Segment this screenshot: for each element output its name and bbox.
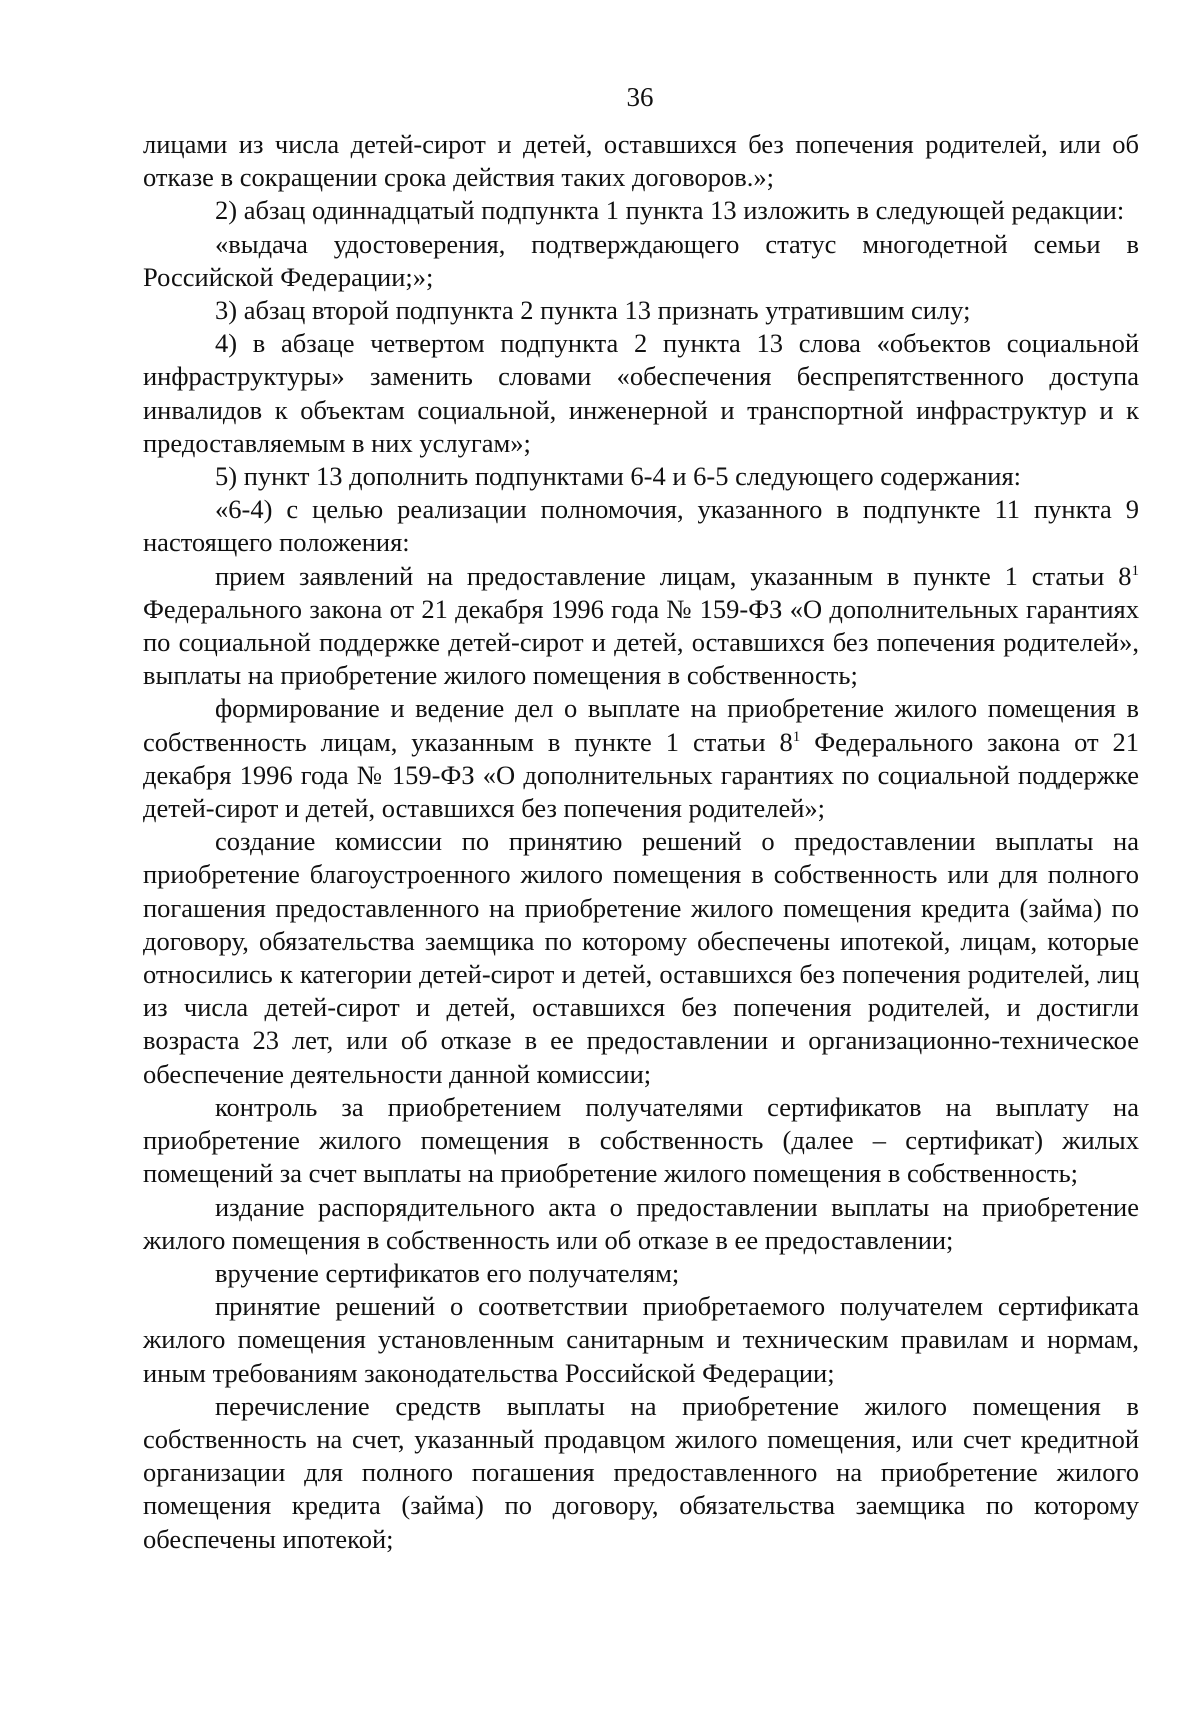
paragraph-order-issuance: издание распорядительного акта о предоставлении выплаты на приобретение жилого помещения в собственность или об отказе в ее предоставлении; [143, 1191, 1139, 1255]
page-number: 36 [626, 82, 654, 112]
paragraph-continuation: лицами из числа детей-сирот и детей, оставшихся без попечения родителей, или об отказе в сокращении срока действия таких договоров.»; [143, 129, 1139, 193]
paragraph-funds-transfer: перечисление средств выплаты на приобретение жилого помещения в собственность на счет, указанный продавцом жилого помещения, или счет кредитной организации для полного погашения предоставленного на приобретение жилого помещения кредита (займа) по договору, обязательства заемщика по которому обеспечены ипотекой; [143, 1390, 1139, 1554]
paragraph-text: Федерального закона от 21 декабря 1996 года № 159-ФЗ «О дополнительных гарантиях по социальной поддержке детей-сирот и детей, оставшихся без попечения родителей»; [143, 726, 1139, 824]
paragraph-text: Федерального закона от 21 декабря 1996 года № 159-ФЗ «О дополнительных гарантиях по социальной поддержке детей-сирот и детей, оставшихся без попечения родителей», выплаты на приобретение жилого помещения в собственность; [143, 593, 1139, 691]
document-body [143, 128, 1139, 1556]
paragraph-quote-certificate: «выдача удостоверения, подтверждающего статус многодетной семьи в Российской Федерации;»; [143, 228, 1139, 292]
paragraph-case-files [143, 692, 1139, 825]
paragraph-item-3: 3) абзац второй подпункта 2 пункта 13 признать утратившим силу; [215, 295, 971, 326]
superscript: 1 [792, 728, 801, 745]
paragraph-item-5: 5) пункт 13 дополнить подпунктами 6-4 и 6-5 следующего содержания: [215, 461, 1022, 492]
paragraph-commission: создание комиссии по принятию решений о предоставлении выплаты на приобретение благоустроенного жилого помещения в собственность или для полного погашения предоставленного на приобретение жилого помещения кредита (займа) по договору, обязательства заемщика по которому обеспечены ипотекой, лицам, которые относились к категории детей-сирот и детей, оставшихся без попечения родителей, лиц из числа детей-сирот и детей, оставшихся без попечения родителей, и достигли возраста 23 лет, или об отказе в ее предоставлении и организационно-техническое обеспечение деятельности данной комиссии; [143, 826, 1139, 1089]
paragraph-subitem-6-4: «6-4) с целью реализации полномочия, указанного в подпункте 11 пункта 9 настоящего положения: [143, 494, 1139, 558]
paragraph-item-4: 4) в абзаце четвертом подпункта 2 пункта 13 слова «объектов социальной инфраструктуры» заменить словами «обеспечения беспрепятственного доступа инвалидов к объектам социальной, инженерной и транспортной инфраструктур и к предоставляемым в них услугам»; [143, 328, 1139, 458]
paragraph-text: прием заявлений на предоставление лицам, указанным в пункте 1 статьи 8 [215, 560, 1132, 591]
superscript: 1 [1131, 562, 1139, 579]
paragraph-item-2: 2) абзац одиннадцатый подпункта 1 пункта 13 изложить в следующей редакции: [215, 195, 1125, 226]
paragraph-compliance-decisions: принятие решений о соответствии приобретаемого получателем сертификата жилого помещения установленным санитарным и техническим правилам и нормам, иным требованиям законодательства Российской Федерации; [143, 1291, 1139, 1388]
paragraph-certificate-handover: вручение сертификатов его получателям; [215, 1257, 680, 1288]
paragraph-text: формирование и ведение дел о выплате на приобретение жилого помещения в собственность лицам, указанным в пункте 1 статьи 8 [143, 693, 1139, 757]
paragraph-control: контроль за приобретением получателями сертификатов на выплату на приобретение жилого помещения в собственность (далее – сертификат) жилых помещений за счет выплаты на приобретение жилого помещения в собственность; [143, 1091, 1139, 1189]
paragraph-application-intake [143, 560, 1139, 693]
